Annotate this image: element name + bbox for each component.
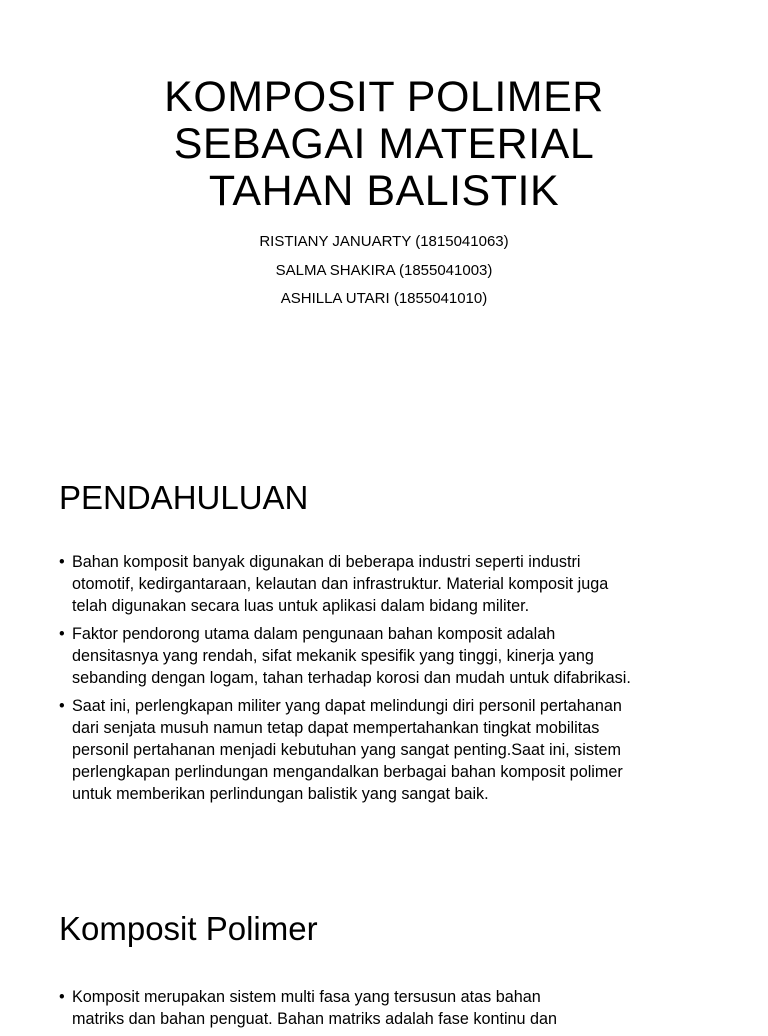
section-heading: Komposit Polimer xyxy=(59,910,318,947)
author-entry: SALMA SHAKIRA (1855041003) xyxy=(275,261,493,279)
bullet-list xyxy=(59,551,719,811)
bullet-text-line: Faktor pendorong utama dalam pengunaan bahan komposit adalah xyxy=(72,625,556,643)
bullet-text-line: otomotif, kedirgantaraan, kelautan dan infrastruktur. Material komposit juga xyxy=(72,575,609,593)
bullet-text-line: Komposit merupakan sistem multi fasa yang tersusun atas bahan xyxy=(72,988,541,1006)
title-line: SEBAGAI MATERIAL xyxy=(173,120,595,168)
bullet-text-line: Saat ini, perlengkapan militer yang dapat melindungi diri personil pertahanan xyxy=(72,697,622,715)
bullet-text-line: perlengkapan perlindungan mengandalkan berbagai bahan komposit polimer xyxy=(72,763,623,781)
title-line: TAHAN BALISTIK xyxy=(208,167,560,215)
bullet-text-line: telah digunakan secara luas untuk aplikasi dalam bidang militer. xyxy=(72,597,530,615)
bullet-dot-icon: • xyxy=(59,553,65,571)
presentation-title xyxy=(0,74,768,215)
author-entry: ASHILLA UTARI (1855041010) xyxy=(280,290,488,307)
bullet-list xyxy=(59,986,719,1036)
komposit-polimer-slide xyxy=(0,882,768,1028)
bullet-text-line: untuk memberikan perlindungan balistik yang sangat baik. xyxy=(72,785,489,803)
bullet-dot-icon: • xyxy=(59,988,65,1006)
section-heading: PENDAHULUAN xyxy=(59,479,309,516)
title-slide xyxy=(0,0,768,432)
bullet-text-line: sebanding dengan logam, tahan terhadap korosi dan mudah untuk difabrikasi. xyxy=(72,669,631,687)
bullet-dot-icon: • xyxy=(59,625,65,643)
bullet-item xyxy=(59,551,719,617)
bullet-text-line: matriks dan bahan penguat. Bahan matriks adalah fase kontinu dan xyxy=(72,1010,558,1028)
title-line: KOMPOSIT POLIMER xyxy=(164,73,604,121)
bullet-text-line: dari senjata musuh namun tetap dapat mempertahankan tingkat mobilitas xyxy=(72,719,600,737)
bullet-text-line: Bahan komposit banyak digunakan di beberapa industri seperti industri xyxy=(72,553,581,571)
bullet-item xyxy=(59,623,719,689)
author-entry: RISTIANY JANUARTY (1815041063) xyxy=(259,233,509,250)
author-list xyxy=(0,228,768,314)
bullet-text-line: densitasnya yang rendah, sifat mekanik spesifik yang tinggi, kinerja yang xyxy=(72,647,594,665)
bullet-item xyxy=(59,695,719,805)
pendahuluan-slide xyxy=(0,440,768,874)
bullet-dot-icon: • xyxy=(59,697,65,715)
bullet-item xyxy=(59,986,719,1030)
bullet-text-line: personil pertahanan menjadi kebutuhan yang sangat penting.Saat ini, sistem xyxy=(72,741,621,759)
